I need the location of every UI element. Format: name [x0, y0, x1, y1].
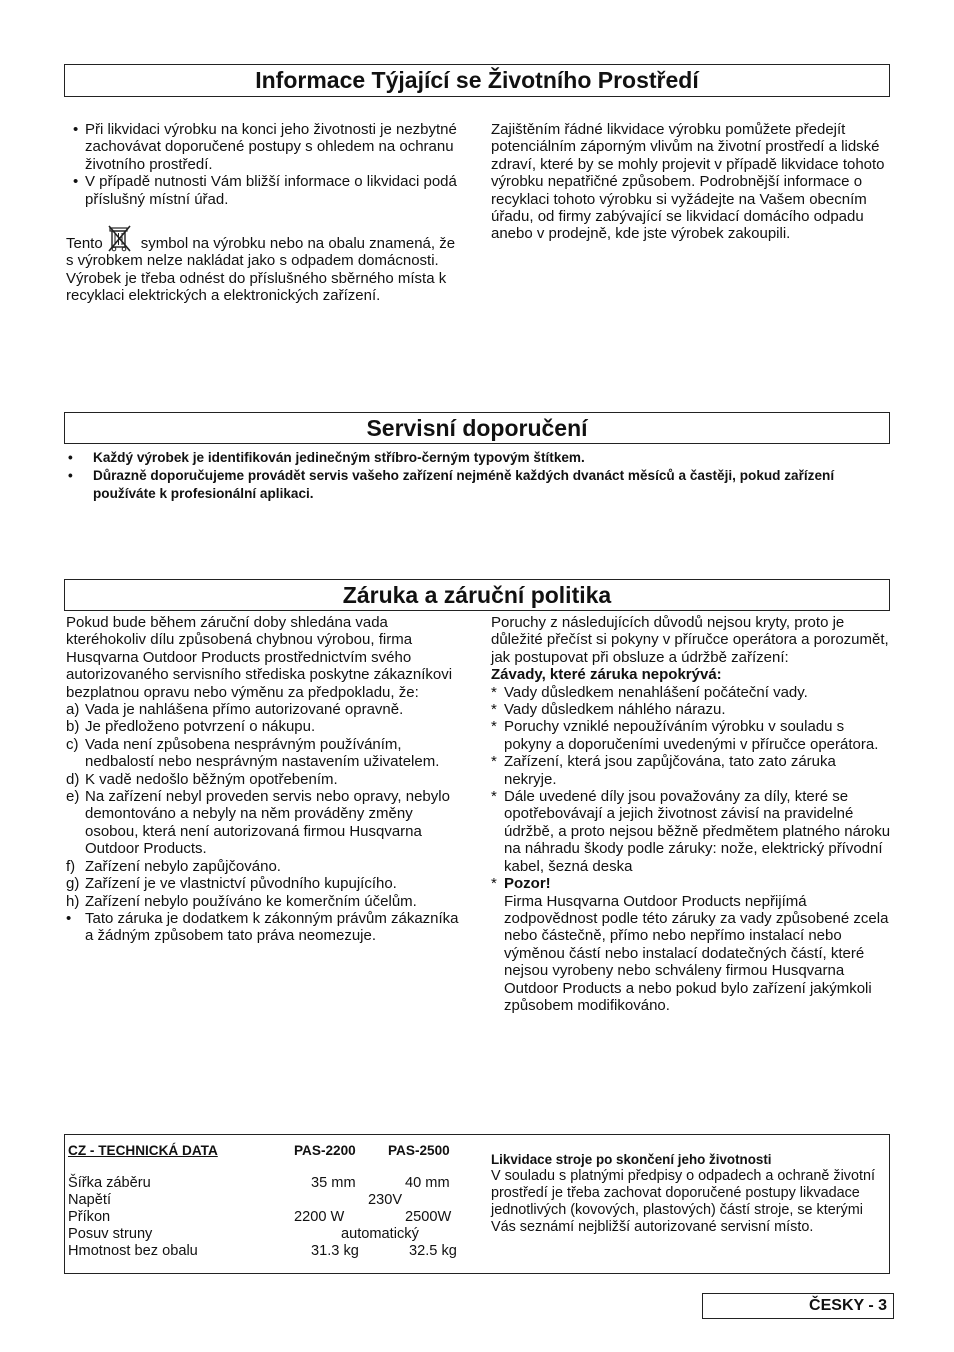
caution-title: Pozor!	[504, 875, 551, 893]
model-b: PAS-2500	[388, 1143, 450, 1158]
list-item: * Dále uvedené díly jsou považovány za díly, které se opotřebovávají a jejich životnost závisí na pravidelné údržbě, a proto nejsou běžně předmětem platného nároku na náhradu škody podle záruky: nože, elektrický přívodní kabel, šezná deska	[491, 788, 891, 875]
env-right-text: Zajištěním řádné likvidace výrobku pomůžete předejít potenciálním záporným vlivům na životní prostředí a lidské zdraví, které by se mohly projevit v případě likvidace tohoto výrobku nepatřičné způsobem. Podrobnější informace o recyklaci tohoto výrobku si vyžádejte na Vašem obecním úřadu, od firmy zabývající se likvidací domácího odpadu anebo v prodejně, kde jste výrobek zakoupili.	[491, 121, 885, 243]
page-footer: ČESKY - 3	[702, 1293, 894, 1319]
list-item: e) Na zařízení nebyl proveden servis nebo opravy, nebylo demontováno a nebyly na něm prováděny změny osobou, která není autorizovaná firmou Husqvarna Outdoor Products.	[66, 788, 450, 858]
service-list	[68, 449, 888, 503]
tech-title: CZ - TECHNICKÁ DATA	[68, 1143, 218, 1158]
warranty-right-column	[491, 614, 891, 1014]
table-row: Hmotnost bez obalu 31.3 kg 32.5 kg	[68, 1243, 457, 1259]
exclusions-title: Závady, které záruka nepokrývá:	[491, 666, 722, 684]
disposal-block	[491, 1151, 889, 1236]
warranty-right-intro: Poruchy z následujících důvodů nejsou kryty, proto je důležité přečíst si pokyny v příručce operátora a porozumět, jak postupovat při obsluze a údržbě zařízení:	[491, 614, 889, 666]
warranty-intro: Pokud bude během záruční doby shledána vada kteréhokoliv dílu způsobená chybnou výrobou, firma Husqvarna Outdoor Products prostřednictvím svého autorizovaného servisního střediska poskytne zákazníkovi bezplatnou opravu nebo výměnu za předpokladu, že:	[66, 614, 453, 701]
list-item: • Každý výrobek je identifikován jedinečným stříbro-černým typovým štítkem.	[68, 450, 585, 465]
crossed-bin-icon	[107, 224, 133, 252]
list-item: b) Je předloženo potvrzení o nákupu.	[66, 718, 316, 736]
list-item: * Zařízení, která jsou zapůjčována, tato zato záruka nekryje.	[491, 753, 836, 788]
list-item: a) Vada je nahlášena přímo autorizované opravně.	[66, 701, 404, 719]
env-bullets	[66, 121, 466, 208]
list-item: • V případě nutnosti Vám bližší informace o likvidaci podá příslušný místní úřad.	[66, 173, 466, 208]
list-item: c) Vada není způsobena nesprávným používáním, nedbalostí nebo nesprávným nastavením uživatelem.	[66, 735, 440, 771]
table-row: Šířka záběru 35 mm 40 mm	[68, 1175, 450, 1191]
list-item: • Tato záruka je dodatkem k zákonným právům zákazníka a žádným způsobem tato práva neomezuje.	[66, 909, 459, 945]
table-row: Příkon 2200 W 2500W	[68, 1209, 452, 1225]
symbol-pre-text: Tento	[66, 235, 103, 253]
caution-text: Firma Husqvarna Outdoor Products nepřijímá zodpovědnost podle této záruky za vady způsobené zcela nebo částečně, přímo nebo nepřímo instalací nebo výměnou částí nebo instalací dodatečných částí, které nejsou vyrobeny nebo schváleny firmou Husqvarna Outdoor Products a nebo pokud bylo zařízení jakýmkoli způsobem modifikováno.	[504, 892, 889, 1014]
list-item: g) Zařízení je ve vlastnictví původního kupujícího.	[66, 875, 397, 893]
warranty-conditions	[66, 701, 466, 945]
exclusions-list	[491, 684, 891, 1015]
list-item: h) Zařízení nebylo používáno ke komerčním účelům.	[66, 892, 417, 910]
service-heading: Servisní doporučení	[64, 412, 890, 444]
table-row: Posuv struny automatický	[68, 1226, 419, 1242]
table-row: Napětí 230V	[68, 1192, 403, 1208]
symbol-paragraph	[66, 224, 466, 305]
tech-header-row	[68, 1142, 468, 1159]
list-item: * Vady důsledkem náhlého nárazu.	[491, 701, 726, 719]
list-item: * Vady důsledkem nenahlášení počáteční vady.	[491, 683, 808, 701]
tech-data-box	[64, 1134, 890, 1274]
list-item: * Poruchy vzniklé nepoužíváním výrobku v souladu s pokyny a doporučeními uvedenými v příručce operátora.	[491, 718, 879, 753]
model-a: PAS-2200	[294, 1143, 356, 1158]
env-right-column	[491, 121, 891, 243]
warranty-left-column	[66, 614, 466, 945]
list-item: • Při likvidaci výrobku na konci jeho životnosti je nezbytné zachovávat doporučené postupy s ohledem na ochranu životního prostředí.	[66, 121, 466, 173]
warranty-heading: Záruka a záruční politika	[64, 579, 890, 611]
env-left-column	[66, 121, 466, 305]
list-item: f) Zařízení nebylo zapůjčováno.	[66, 857, 281, 875]
caution-item: * Pozor! Firma Husqvarna Outdoor Products nepřijímá zodpovědnost podle této záruky za vady způsobené zcela nebo částečně, přímo nebo nepřímo instalací nebo výměnou částí nebo instalací dodatečných částí, které nejsou vyrobeny nebo schváleny firmou Husqvarna Outdoor Products a nebo pokud bylo zařízení jakýmkoli způsobem modifikováno.	[491, 875, 889, 1014]
disposal-title: Likvidace stroje po skončení jeho životnosti	[491, 1152, 772, 1167]
list-item: • Důrazně doporučujeme provádět servis vašeho zařízení nejméně každých dvanáct měsíců a častěji, pokud zařízení používáte k profesionální aplikaci.	[68, 468, 835, 501]
symbol-post-text: symbol na výrobku nebo na obalu znamená, že s výrobkem nelze nakládat jako s odpadem domácnosti. Výrobek je třeba odnést do příslušného sběrného místa k recyklaci elektrických a elektronických zařízení.	[66, 235, 456, 305]
disposal-text: V souladu s platnými předpisy o odpadech a ochraně životní prostředí je třeba zachovat doporučené postupy likvadace jednotlivých (kovových, plastových) částí stroje, se kterými Vás seznámí nejbližší autorizované servisní místo.	[491, 1168, 875, 1235]
env-heading: Informace Týjající se Životního Prostředí	[64, 64, 890, 97]
list-item: d) K vadě nedošlo běžným opotřebením.	[66, 770, 338, 788]
